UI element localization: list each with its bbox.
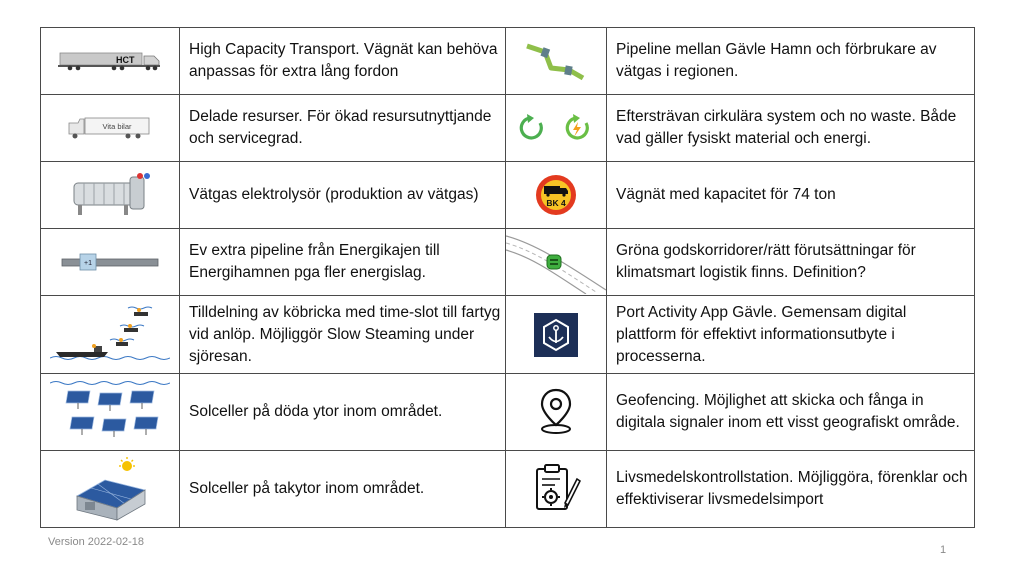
rooftop-solar-cell <box>41 451 180 528</box>
pipeline-cell <box>506 28 607 95</box>
ships-cell <box>41 296 180 374</box>
hct-description: High Capacity Transport. Vägnät kan behöva anpassas för extra lång fordon <box>180 28 506 95</box>
bk4-road-sign-icon <box>534 173 578 217</box>
pipeline-icon <box>521 38 591 84</box>
bk4-cell <box>506 162 607 229</box>
electrolyser-description: Vätgas elektrolysör (produktion av vätgas) <box>180 162 506 229</box>
geofence-cell <box>506 374 607 451</box>
shared-resources-description: Delade resurser. För ökad resursutnyttjande och servicegrad. <box>180 95 506 162</box>
table-row <box>41 95 975 162</box>
circular-cell <box>506 95 607 162</box>
electrolyser-icon <box>68 171 152 219</box>
geofence-pin-icon <box>536 387 576 437</box>
port-app-cell <box>506 296 607 374</box>
green-corridor-icon <box>506 230 606 294</box>
circular-arrows-icon <box>516 111 596 145</box>
hct-truck-cell <box>41 28 180 95</box>
bk4-label: BK 4 <box>546 198 566 208</box>
table-row <box>41 296 975 374</box>
solar-panels-cell <box>41 374 180 451</box>
extra-pipeline-cell <box>41 229 180 296</box>
page-number: 1 <box>940 544 947 556</box>
ship-slot-description: Tilldelning av köbricka med time-slot till fartyg vid anlöp. Möjliggör Slow Steaming under sjöresan. <box>180 296 506 374</box>
rooftop-solar-description: Solceller på takytor inom området. <box>180 451 506 528</box>
green-corridor-description: Gröna godskorridorer/rätt förutsättningar för klimatsmart logistik finns. Definition? <box>607 229 975 296</box>
table-row <box>41 162 975 229</box>
solar-panels-icon <box>50 377 170 447</box>
inspection-cell <box>506 451 607 528</box>
geofence-description: Geofencing. Möjlighet att skicka och fånga in digitala signaler inom ett visst geografiskt område. <box>607 374 975 451</box>
bk4-description: Vägnät med kapacitet för 74 ton <box>607 162 975 229</box>
table-row <box>41 229 975 296</box>
extra-pipeline-icon <box>60 251 160 273</box>
plus-one-label: +1 <box>84 260 92 267</box>
inspection-description: Livsmedelskontrollstation. Möjliggöra, förenklar och effektiviserar livsmedelsimport <box>607 451 975 528</box>
shared-truck-icon <box>68 115 152 141</box>
solar-dead-areas-description: Solceller på döda ytor inom området. <box>180 374 506 451</box>
circular-description: Eftersträvan cirkulära system och no waste. Både vad gäller fysiskt material och energi. <box>607 95 975 162</box>
version-label: Version 2022-02-18 <box>48 536 145 548</box>
rooftop-solar-icon <box>65 456 155 522</box>
port-app-description: Port Activity App Gävle. Gemensam digital plattform för effektivt informationsutbyte i processerna. <box>607 296 975 374</box>
vita-bilar-label: Vita bilar <box>102 122 132 131</box>
table-row <box>41 374 975 451</box>
hct-truck-icon <box>58 50 162 72</box>
hct-label: HCT <box>116 55 135 65</box>
ships-queue-icon <box>50 300 170 370</box>
electrolyser-cell <box>41 162 180 229</box>
extra-pipeline-description: Ev extra pipeline från Energikajen till Energihamnen pga fler energislag. <box>180 229 506 296</box>
pipeline-description: Pipeline mellan Gävle Hamn och förbrukare av vätgas i regionen. <box>607 28 975 95</box>
green-corridor-cell <box>506 229 607 296</box>
table-row <box>41 451 975 528</box>
port-activity-app-icon <box>533 312 579 358</box>
inspection-clipboard-icon <box>531 463 581 515</box>
table-row <box>41 28 975 95</box>
legend-table <box>40 27 975 528</box>
shared-truck-cell <box>41 95 180 162</box>
